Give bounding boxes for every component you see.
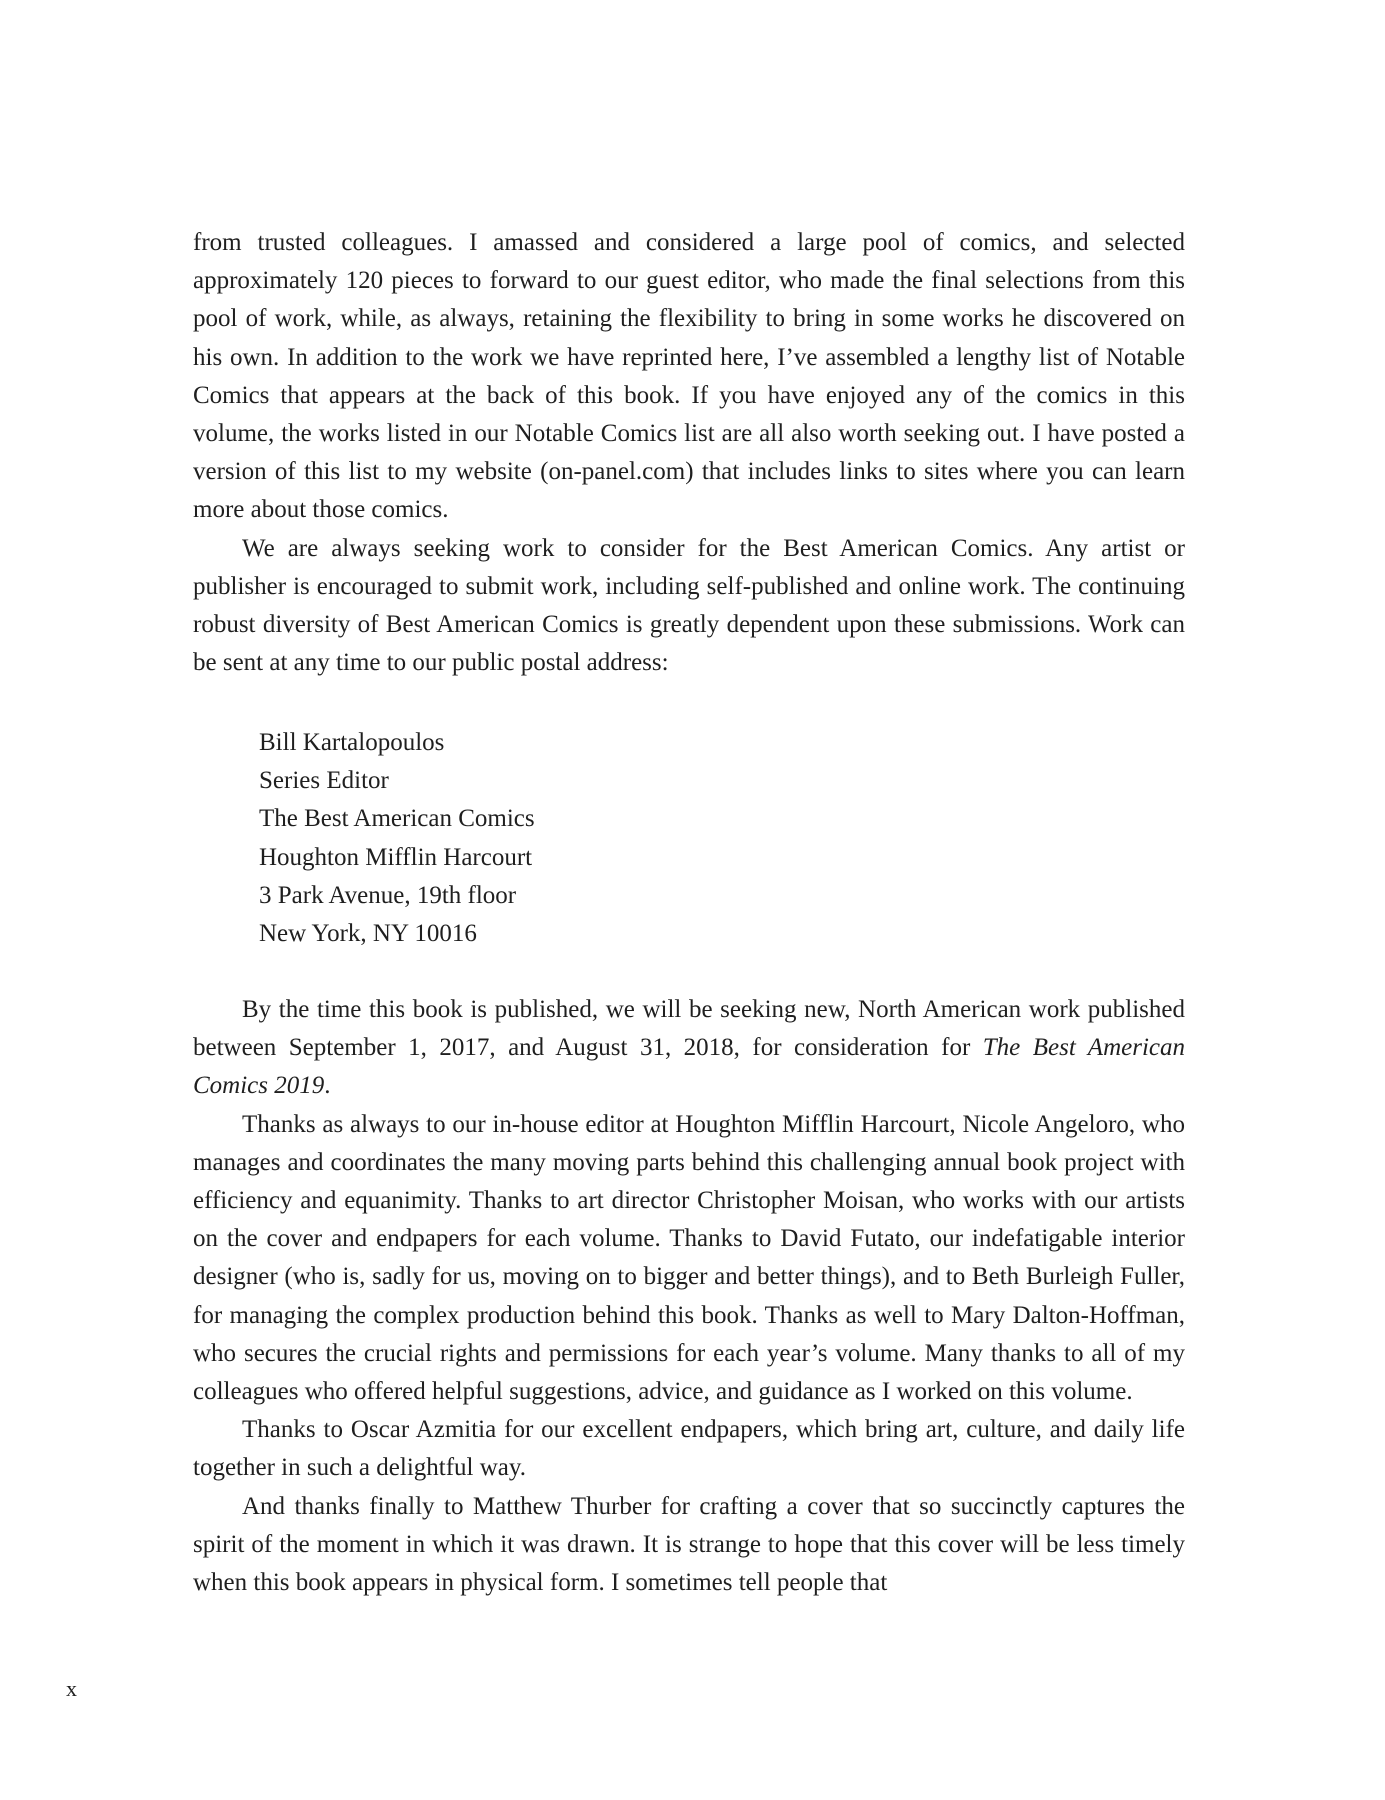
book-title: The Best American Comics 2019 <box>193 1034 1185 1100</box>
postal-address <box>259 724 535 953</box>
paragraph-thanks-endpapers: Thanks to Oscar Azmitia for our excellent endpapers, which bring art, culture, and daily life together in such a delightful way. <box>193 1416 1185 1482</box>
paragraph-deadline <box>193 991 1185 1106</box>
address-line-name: Bill Kartalopoulos <box>259 729 445 756</box>
deadline-end: . <box>324 1072 331 1100</box>
address-line-title: Series Editor <box>259 767 389 795</box>
paragraph-continued: from trusted colleagues. I amassed and considered a large pool of comics, and selected approximately 120 pieces to forward to our guest editor, who made the final selections from this pool of work, while, as always, retaining the flexibility to bring in some works he discovered on his own. In addition to the work we have reprinted here, I’ve assembled a lengthy list of Notable Comics that appears at the back of this book. If you have enjoyed any of the comics in this volume, the works listed in our Notable Comics list are all also worth seeking out. I have posted a version of this list to my website (on-panel.com) that includes links to sites where you can learn more about those comics. <box>193 229 1185 524</box>
address-line-street: 3 Park Avenue, 19th floor <box>259 881 517 909</box>
address-line-city: New York, NY 10016 <box>259 920 477 948</box>
address-line-series: The Best American Comics <box>259 805 535 833</box>
body-text-bottom <box>193 991 1185 1602</box>
deadline-text: By the time this book is published, we will be seeking new, North American work published between September 1, 2017, and August 31, 2018, for consideration for <box>193 996 1185 1062</box>
address-line-publisher: Houghton Mifflin Harcourt <box>259 843 533 871</box>
paragraph-submissions: We are always seeking work to consider for the Best American Comics. Any artist or publisher is encouraged to submit work, including self-published and online work. The continuing robust diversity of Best American Comics is greatly dependent upon these submissions. Work can be sent at any time to our public postal address: <box>193 534 1185 677</box>
page-number: x <box>66 1676 77 1701</box>
paragraph-thanks-staff: Thanks as always to our in-house editor at Houghton Mifflin Harcourt, Nicole Angeloro, who manages and coordinates the many moving parts behind this challenging annual book project with efficiency and equanimity. Thanks to art director Christopher Moisan, who works with our artists on the cover and endpapers for each volume. Thanks to David Futato, our indefatigable interior designer (who is, sadly for us, moving on to bigger and better things), and to Beth Burleigh Fuller, for managing the complex production behind this book. Thanks as well to Mary Dalton-Hoffman, who secures the crucial rights and permissions for each year’s volume. Many thanks to all of my colleagues who offered helpful suggestions, advice, and guidance as I worked on this volume. <box>193 1110 1185 1406</box>
body-text-top <box>193 224 1185 682</box>
paragraph-thanks-cover: And thanks finally to Matthew Thurber for crafting a cover that so succinctly captures the spirit of the moment in which it was drawn. It is strange to hope that this cover will be less timely when this book appears in physical form. I sometimes tell people that <box>193 1492 1185 1597</box>
